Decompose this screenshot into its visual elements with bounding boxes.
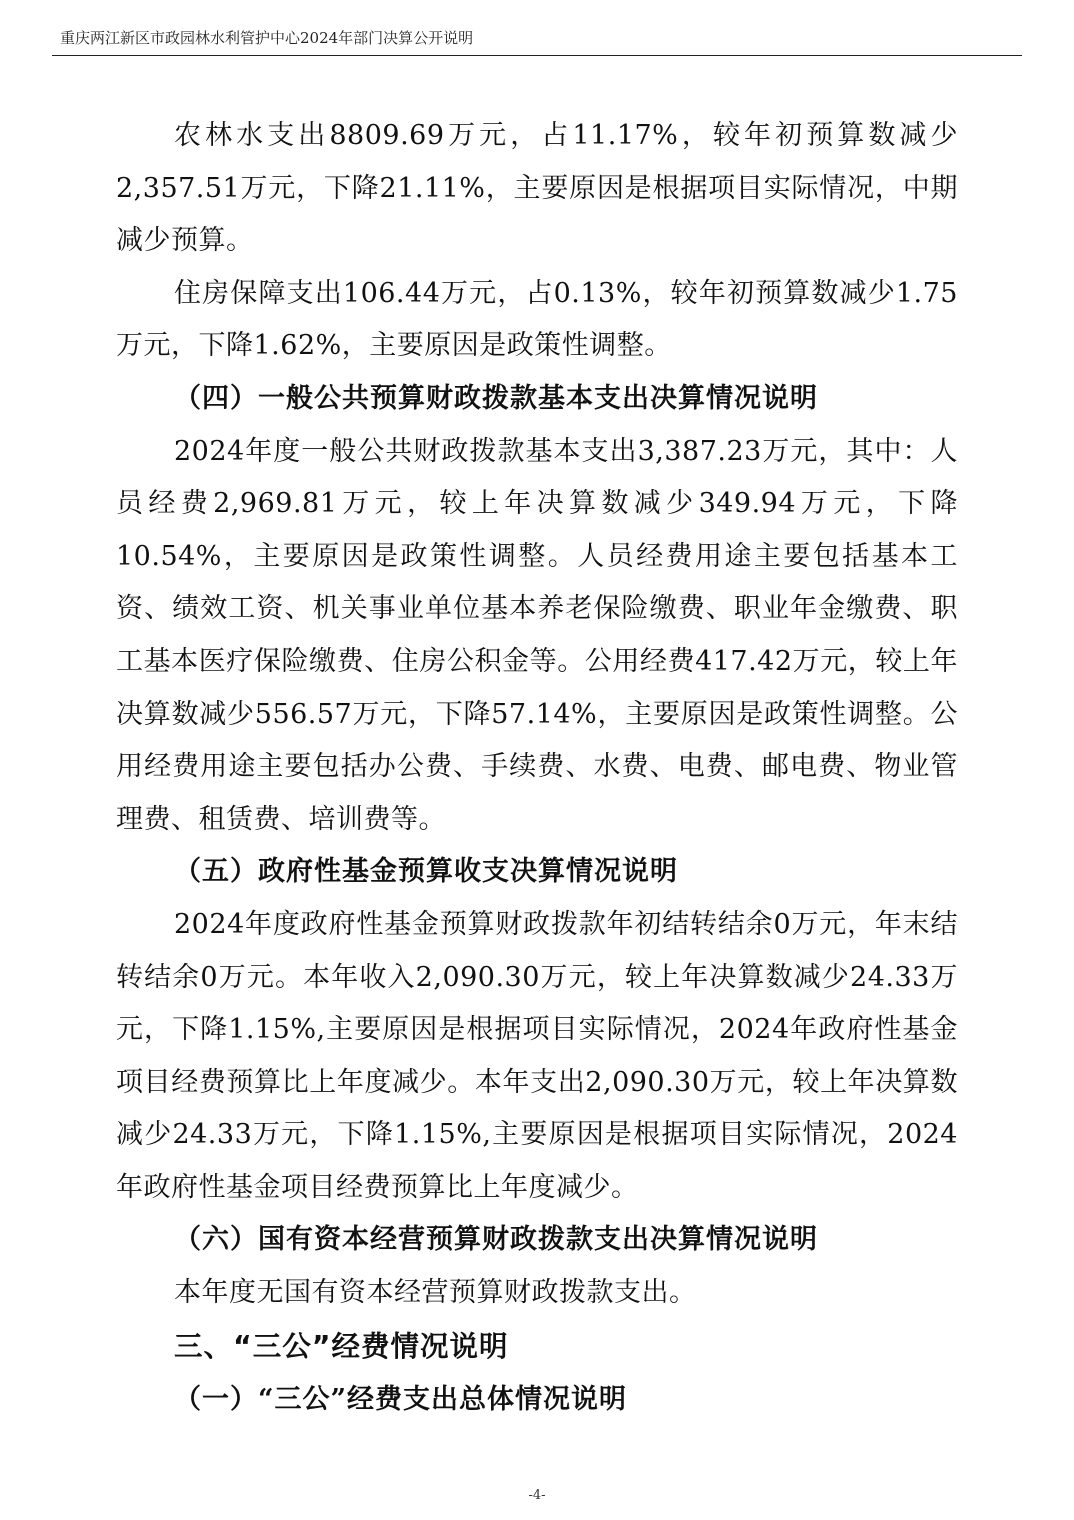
page-number: -4- <box>528 1488 546 1503</box>
paragraph-government-fund: 2024年度政府性基金预算财政拨款年初结转结余0万元，年末结转结余0万元。本年收入2,090.30万元，较上年决算数减少24.33万元，下降1.15%,主要原因是根据项目实际情况，2024年政府性基金项目经费预算比上年度减少。本年支出2,090.30万元，较上年决算数减少24.33万元，下降1.15%,主要原因是根据项目实际情况，2024年政府性基金项目经费预算比上年度减少。 <box>116 908 958 1203</box>
paragraph-basic-expenditure: 2024年度一般公共财政拨款基本支出3,387.23万元，其中：人员经费2,969.81万元，较上年决算数减少349.94万元，下降10.54%，主要原因是政策性调整。人员经费用途主要包括基本工资、绩效工资、机关事业单位基本养老保险缴费、职业年金缴费、职工基本医疗保险缴费、住房公积金等。公用经费417.42万元，较上年决算数减少556.57万元，下降57.14%，主要原因是政策性调整。公用经费用途主要包括办公费、手续费、水费、电费、邮电费、物业管理费、租赁费、培训费等。 <box>116 435 958 835</box>
document-header-title: 重庆两江新区市政园林水利管护中心2024年部门决算公开说明 <box>60 29 474 47</box>
section-heading-state-capital: （六）国有资本经营预算财政拨款支出决算情况说明 <box>174 1224 818 1256</box>
paragraph-agriculture-expenditure: 农林水支出8809.69万元，占11.17%，较年初预算数减少2,357.51万元，下降21.11%，主要原因是根据项目实际情况，中期减少预算。 <box>116 120 958 257</box>
section-heading-three-public-overview: （一）“三公”经费支出总体情况说明 <box>174 1383 628 1415</box>
chapter-heading-three-public-expenses: 三、“三公”经费情况说明 <box>174 1329 509 1363</box>
paragraph-housing-expenditure: 住房保障支出106.44万元，占0.13%，较年初预算数减少1.75万元，下降1.62%，主要原因是政策性调整。 <box>116 277 958 362</box>
header-divider <box>52 55 1022 56</box>
section-heading-government-fund: （五）政府性基金预算收支决算情况说明 <box>174 856 678 888</box>
document-body <box>116 110 958 1426</box>
paragraph-state-capital: 本年度无国有资本经营预算财政拨款支出。 <box>174 1277 697 1309</box>
section-heading-basic-expenditure: （四）一般公共预算财政拨款基本支出决算情况说明 <box>174 382 818 414</box>
